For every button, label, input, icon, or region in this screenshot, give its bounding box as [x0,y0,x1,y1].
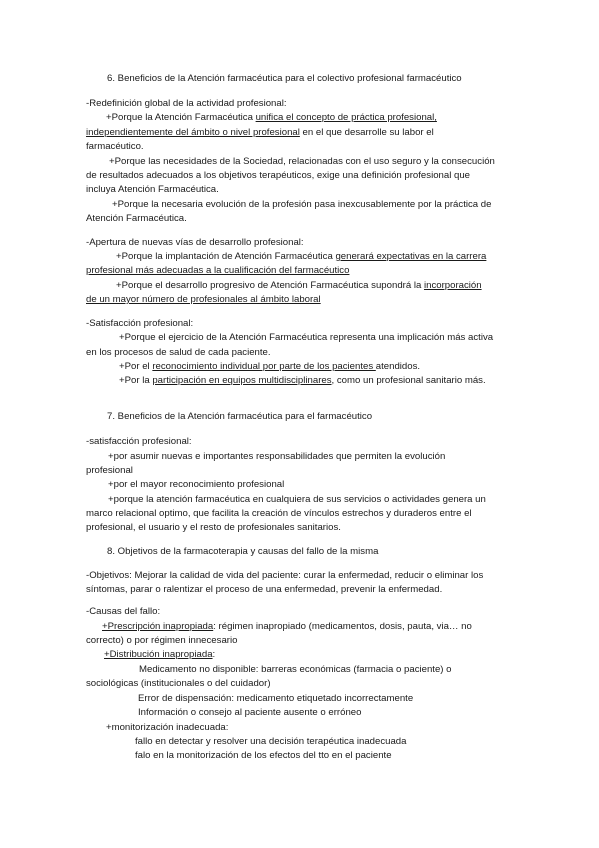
satisfaccion-p1-line2: en los procesos de salud de cada paciente. [86,347,271,358]
redefinicion-p1-line2: independientemente del ámbito o nivel profesional en el que desarrolle su labor el [86,127,434,138]
distribucion-item3: Información o consejo al paciente ausente o erróneo [138,707,362,718]
satisfaccion-title: -Satisfacción profesional: [86,318,194,329]
distribucion-title: +Distribución inapropiada: [104,649,216,660]
monitorizacion-item1: fallo en detectar y resolver una decisión terapéutica inadecuada [135,736,407,747]
redefinicion-p3-line2: Atención Farmacéutica. [86,213,187,224]
s7-p3-line3: profesional, el usuario y el resto de profesionales sanitarios. [86,522,341,533]
section-6-heading: 6. Beneficios de la Atención farmacéutica para el colectivo profesional farmacéutico [107,73,462,84]
prescripcion-line1: +Prescripción inapropiada: régimen inapropiado (medicamentos, dosis, pauta, via… no [102,621,472,632]
redefinicion-title: -Redefinición global de la actividad profesional: [86,98,287,109]
redefinicion-p1-line1: +Porque la Atención Farmacéutica unifica el concepto de práctica profesional, [106,112,437,123]
s7-p1-line2: profesional [86,465,133,476]
apertura-p1-line1: +Porque la implantación de Atención Farmacéutica generará expectativas en la carrera [116,251,487,262]
s7-p3-line1: +porque la atención farmacéutica en cualquiera de sus servicios o actividades genera un [108,494,486,505]
objetivos-line2: síntomas, parar o ralentizar el proceso de una enfermedad, prevenir la enfermedad. [86,584,443,595]
apertura-p1-line2: profesional más adecuadas a la cualificación del farmacéutico [86,265,350,276]
apertura-p2-line1: +Porque el desarrollo progresivo de Atención Farmacéutica supondrá la incorporación [116,280,482,291]
distribucion-item2: Error de dispensación: medicamento etiquetado incorrectamente [138,693,414,704]
prescripcion-line2: correcto) o por régimen innecesario [86,635,238,646]
satisfaccion-p2: +Por el reconocimiento individual por parte de los pacientes atendidos. [119,361,421,372]
redefinicion-p1-line3: farmacéutico. [86,141,144,152]
apertura-title: -Apertura de nuevas vías de desarrollo profesional: [86,237,304,248]
apertura-p2-line2: de un mayor número de profesionales al ámbito laboral [86,294,321,305]
distribucion-item1-line1: Medicamento no disponible: barreras económicas (farmacia o paciente) o [139,664,452,675]
redefinicion-p2-line1: +Porque las necesidades de la Sociedad, relacionadas con el uso seguro y la consecución [109,156,495,167]
section-8-heading: 8. Objetivos de la farmacoterapia y causas del fallo de la misma [107,546,379,557]
redefinicion-p2-line3: incluya Atención Farmacéutica. [86,184,219,195]
objetivos-line1: -Objetivos: Mejorar la calidad de vida del paciente: curar la enfermedad, reducir o eliminar los [86,570,484,581]
s7-p3-line2: marco relacional optimo, que facilita la creación de vínculos estrechos y duraderos entre el [86,508,472,519]
section-7-heading: 7. Beneficios de la Atención farmacéutica para el farmacéutico [107,411,373,422]
satisfaccion-p1-line1: +Porque el ejercicio de la Atención Farmacéutica representa una implicación más activa [119,332,494,343]
distribucion-item1-line2: sociológicas (institucionales o del cuidador) [86,678,271,689]
monitorizacion-title: +monitorización inadecuada: [106,722,229,733]
satisfaccion-p3: +Por la participación en equipos multidisciplinares, como un profesional sanitario más. [119,375,486,386]
redefinicion-p3-line1: +Porque la necesaria evolución de la profesión pasa inexcusablemente por la práctica de [112,199,492,210]
s7-p2: +por el mayor reconocimiento profesional [108,479,285,490]
s7-p1-line1: +por asumir nuevas e importantes responsabilidades que permiten la evolución [108,451,446,462]
causas-title: -Causas del fallo: [86,606,161,617]
redefinicion-p2-line2: de resultados adecuados a los objetivos terapéuticos, exige una definición profesional que [86,170,471,181]
s7-title: -satisfacción profesional: [86,436,192,447]
monitorizacion-item2: falo en la monitorización de los efectos del tto en el paciente [135,750,392,761]
